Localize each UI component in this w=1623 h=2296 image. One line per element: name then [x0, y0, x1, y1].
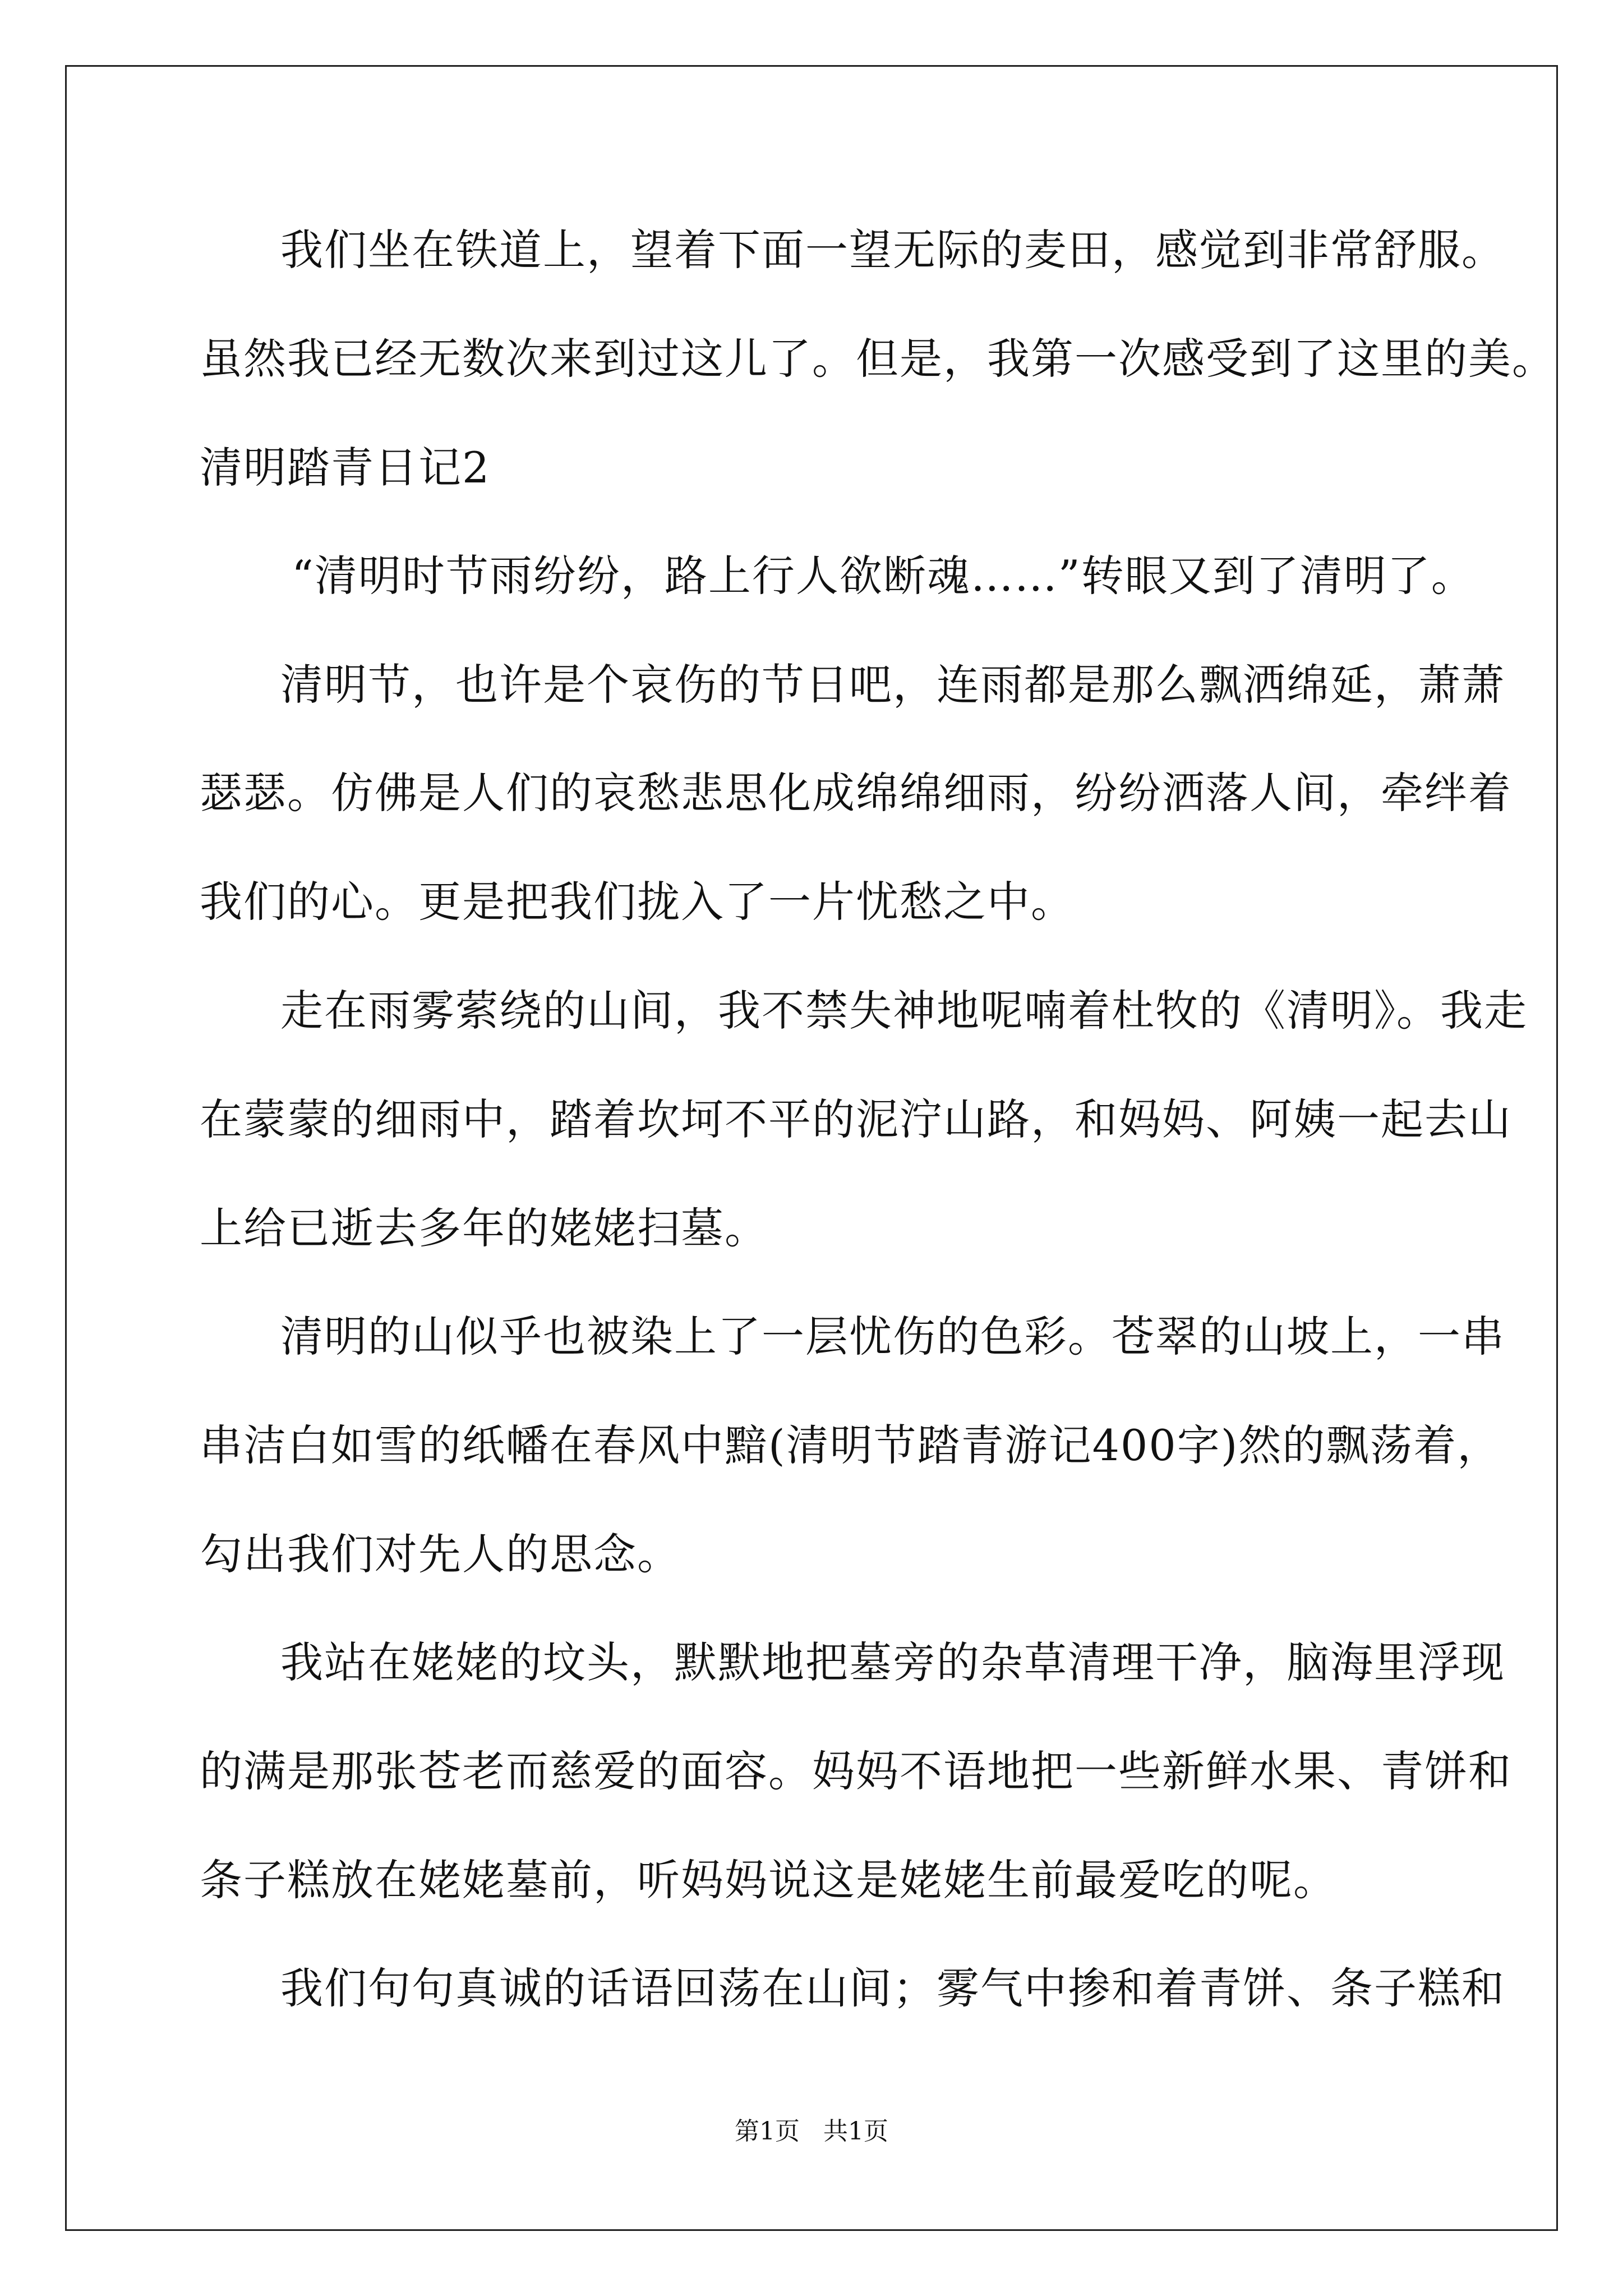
body-line: 我们的心。更是把我们拢入了一片忧愁之中。 — [200, 877, 1075, 927]
body-line: 我们句句真诚的话语回荡在山间；雾气中掺和着青饼、条子糕和 — [280, 1963, 1505, 2013]
body-line: 串洁白如雪的纸幡在春风中黯(清明节踏青游记400字)然的飘荡着， — [200, 1420, 1501, 1470]
body-line: 清明节，也许是个哀伤的节日吧，连雨都是那么飘洒绵延，萧萧 — [280, 660, 1505, 710]
body-line: 上给已逝去多年的姥姥扫墓。 — [200, 1203, 768, 1253]
body-line: 清明的山似乎也被染上了一层忧伤的色彩。苍翠的山坡上，一串 — [280, 1312, 1505, 1361]
body-line: 在蒙蒙的细雨中，踏着坎坷不平的泥泞山路，和妈妈、阿姨一起去山 — [200, 1094, 1512, 1144]
body-line: 我站在姥姥的坟头，默默地把墓旁的杂草清理干净，脑海里浮现 — [280, 1637, 1505, 1687]
body-line: 我们坐在铁道上，望着下面一望无际的麦田，感觉到非常舒服。 — [280, 225, 1505, 275]
body-line: “清明时节雨纷纷，路上行人欲断魂……”转眼又到了清明了。 — [292, 551, 1475, 601]
body-line: 走在雨雾萦绕的山间，我不禁失神地呢喃着杜牧的《清明》。我走 — [280, 986, 1528, 1036]
body-line: 瑟瑟。仿佛是人们的哀愁悲思化成绵绵细雨，纷纷洒落人间，牵绊着 — [200, 768, 1512, 818]
body-line: 的满是那张苍老而慈爱的面容。妈妈不语地把一些新鲜水果、青饼和 — [200, 1746, 1512, 1796]
body-line: 虽然我已经无数次来到过这儿了。但是，我第一次感受到了这里的美。 — [200, 334, 1556, 384]
body-line: 勾出我们对先人的思念。 — [200, 1529, 681, 1579]
section-heading: 清明踏青日记2 — [200, 443, 491, 493]
body-line: 条子糕放在姥姥墓前，听妈妈说这是姥姥生前最爱吃的呢。 — [200, 1855, 1337, 1905]
page-footer: 第1页 共1页 — [735, 2117, 888, 2146]
